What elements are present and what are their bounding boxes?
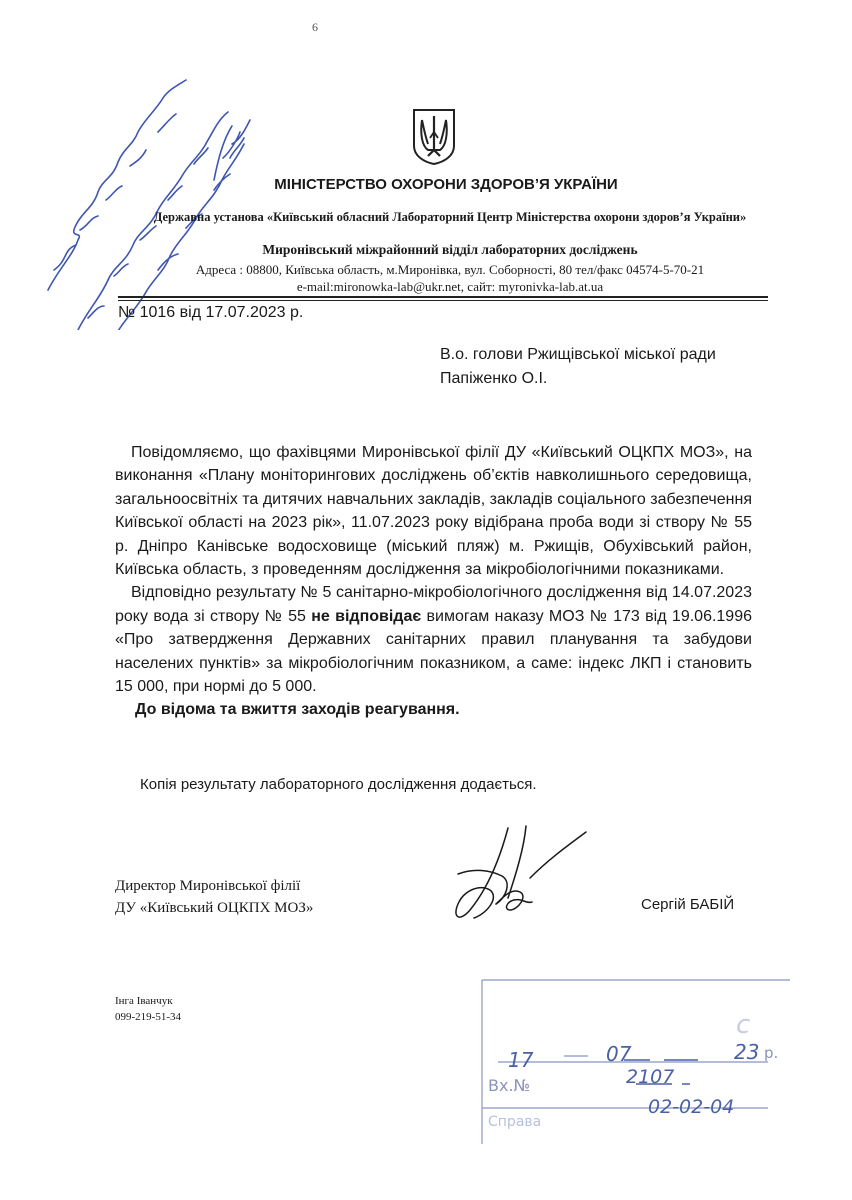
stamp-incoming-label: Вх.№ — [488, 1076, 531, 1095]
signatory-title-line-2: ДУ «Київський ОЦКПХ МОЗ» — [115, 900, 314, 916]
body-paragraph-2 — [115, 581, 752, 698]
page-marker: 6 — [312, 20, 318, 34]
body-paragraph-1: Повідомляємо, що фахівцями Миронівської філії ДУ «Київський ОЦКПХ МОЗ», на виконання «Плану моніторингових досліджень об’єктів навколишнього середовища, загальноосвітніх та дитячих навчальних закладів, закладів соціального забезпечення Київської області на 2023 рік», 11.07.2023 року відібрана проба води зі створу № 55 р. Дніпро Канівське водосховище (міський пляж) м. Ржищів, Обухівський район, Київська область, з проведенням дослідження за мікробіологічними показниками. — [115, 444, 752, 579]
stamp-year-fragment: с — [736, 1010, 751, 1040]
letter-body — [115, 441, 752, 722]
attachment-note: Копія результату лабораторного дослідження додається. — [140, 776, 537, 793]
stamp-case-label: Справа — [488, 1114, 542, 1130]
trident-emblem-icon — [410, 106, 458, 166]
signature-strokes — [430, 818, 590, 938]
handwritten-signature — [430, 818, 590, 938]
paragraph-2-end: вимогам наказу МОЗ № 173 від 19.06.1996 «Про затвердження Державних санітарних правил планування та забудови населених пунктів» за мікробіологічним показником, а саме: індекс ЛКП і становить 15 000, при нормі до 5 000. — [115, 607, 752, 696]
stamp-year-unit: р. — [764, 1044, 779, 1062]
stamp-case-number: 02-02-04 — [648, 1096, 735, 1118]
address-line: Адреса : 08800, Київська область, м.Миронівка, вул. Соборності, 80 тел/факс 04574-5-70-21 — [195, 262, 705, 277]
executor-block — [115, 993, 181, 1025]
action-notice: До відома та вжиття заходів реагування. — [135, 701, 460, 719]
incoming-stamp — [468, 968, 798, 1148]
stamp-year-suffix: 23 — [734, 1040, 760, 1064]
institution-name: Державна установа «Київський обласний Лабораторний Центр Міністерства охорони здоров’я України» — [153, 210, 747, 224]
paragraph-2-start: Відповідно результату № 5 санітарно-мікробіологічного дослідження від 14.07.2023 року вода зі створу № 55 — [115, 584, 752, 625]
recipient-position: В.о. голови Ржищівської міської ради — [440, 346, 716, 363]
executor-phone: 099-219-51-34 — [115, 1011, 181, 1023]
executor-name: Інга Іванчук — [115, 995, 173, 1007]
recipient-name: Папіженко О.І. — [440, 370, 548, 387]
stamp-day: 17 — [508, 1048, 534, 1072]
signatory-title — [115, 875, 313, 919]
signatory-title-line-1: Директор Миронівської філії — [115, 878, 301, 894]
contacts-line: e-mail:mironowka-lab@ukr.net, сайт: myronivka-lab.at.ua — [296, 279, 604, 294]
signatory-name: Сергій БАБІЙ — [641, 896, 735, 913]
stamp-month: 07 — [606, 1042, 632, 1066]
header-divider-thin — [118, 300, 768, 301]
header-divider-thick — [118, 296, 768, 298]
stamp-incoming-number: 2107 — [626, 1066, 675, 1088]
paragraph-2-emphasis: не відповідає — [311, 607, 422, 625]
ministry-name: МІНІСТЕРСТВО ОХОРОНИ ЗДОРОВ’Я УКРАЇНИ — [274, 176, 618, 193]
department-name: Миронівський міжрайонний відділ лабораторних досліджень — [262, 242, 638, 257]
recipient-block — [440, 343, 716, 391]
registration-number: № 1016 від 17.07.2023 р. — [118, 304, 304, 321]
